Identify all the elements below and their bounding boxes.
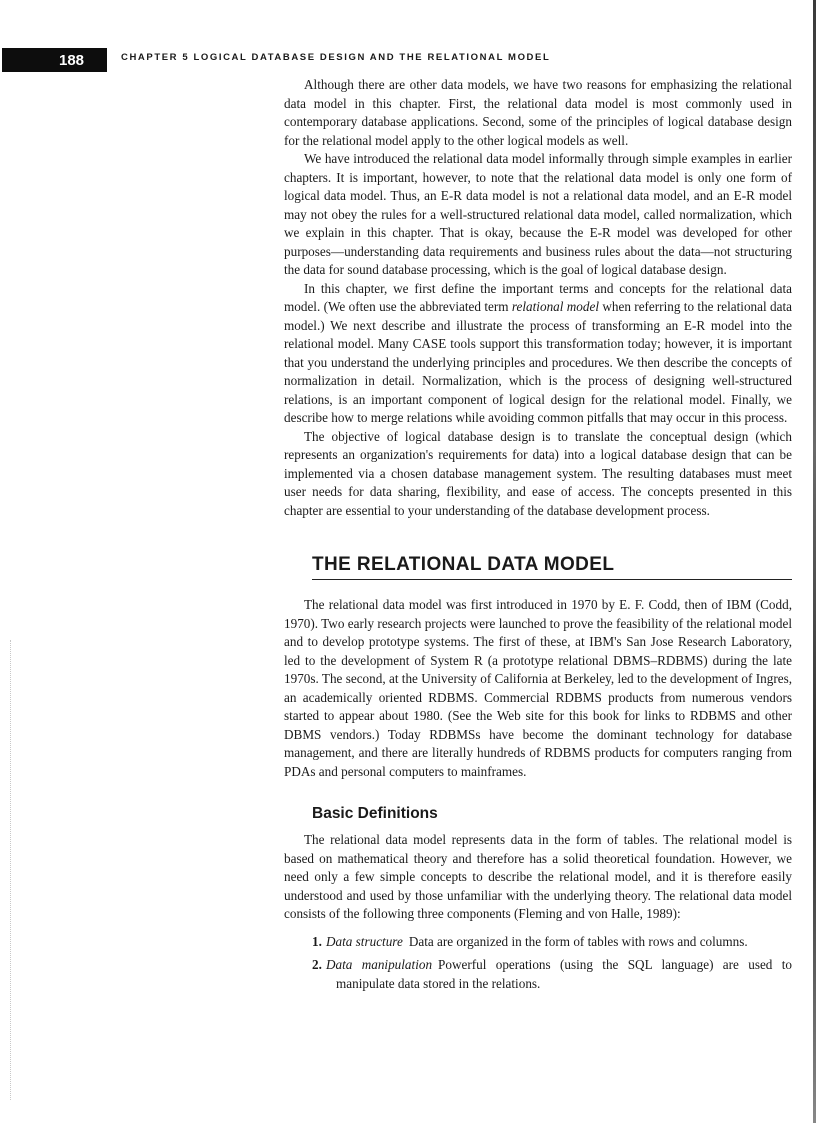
list-item-term: Data structure [326,933,403,949]
list-item-number: 2. [312,957,322,972]
relational-model-term: relational model [511,299,600,314]
list-item-text: Powerful operations (using the SQL language) are used to manipulate data stored in the relations. [336,957,792,991]
intro-paragraph-1: Although there are other data models, we have two reasons for emphasizing the relational data model in this chapter. First, the relational data model is most commonly used in contemporary database applications. Second, some of the principles of logical database design for the relational model apply to the other logical models as well. [284,77,792,148]
intro-paragraph-4: The objective of logical database design is to translate the conceptual design (which represents an organization's requirements for data) into a logical database design that can be implemented via a chosen database management system. The resulting databases must meet user needs for data sharing, flexibility, and ease of access. The concepts presented in this chapter are essential to your understanding of the database development process. [284,428,792,518]
intro-paragraph-3-start: In this chapter, we first define the important terms and concepts for the relational data model. (We often use the abbreviated term [284,280,792,314]
basic-definitions-paragraph-1: The relational data model represents data in the form of tables. The relational model is based on mathematical theory and therefore has a solid theoretical foundation. However, we need only a few simple concepts to describe the relational model, and it is therefore easily understood and used by those unfamiliar with the underlying theory. The relational data model consists of the following three components (Fleming and von Halle, 1989): [284,832,792,921]
intro-paragraph-2: We have introduced the relational data model informally through simple examples in earlier chapters. It is important, however, to note that the relational data model is only one form of logical data model. Thus, an E-R data model is not a relational data model, and an E-R model may not obey the rules for a well-structured relational data model, called normalization, which we explain in this chapter. That is okay, because the E-R model was developed for other purposes—understanding data requirements and business rules about the data—not structuring the data for sound database processing, which is the goal of logical database design. [284,151,792,277]
subsection-heading-basic-definitions: Basic Definitions [312,805,438,822]
running-head [0,38,816,72]
page-content [284,76,792,998]
list-item-number: 1. [312,933,322,949]
list-item [312,956,792,993]
page-number: 188 [2,48,107,72]
chapter-title: CHAPTER 5 LOGICAL DATABASE DESIGN AND THE RELATIONAL MODEL [121,52,551,63]
list-item-text: Data are organized in the form of tables with rows and columns. [408,933,748,949]
list-item-term: Data manipulation [326,957,433,972]
relational-section [284,596,792,781]
intro-paragraph-3-end: when referring to the relational data model.) We next describe and illustrate the process of transforming an E-R model into the relational model. Many CASE tools support this transformation today; however, it is important that you understand the underlying principles and procedures. We then describe the concepts of normalization in detail. Normalization, which is the process of designing well-structured relations, is an important component of logical design for the relational model. Finally, we describe how to merge relations while avoiding common pitfalls that may occur in this process. [284,299,792,425]
relational-paragraph-1: The relational data model was first introduced in 1970 by E. F. Codd, then of IBM (Codd, 1970). Two early research projects were launched to prove the feasibility of the relational model and to develop prototype systems. The first of these, at IBM's San Jose Research Laboratory, led to the development of System R (a prototype relational DBMS–RDBMS) during the late 1970s. The second, at the University of California at Berkeley, led to the development of Ingres, an academically oriented RDBMS. Commercial RDBMS products from numerous vendors started to appear about 1980. (See the Web site for this book for links to RDBMS and other DBMS vendors.) Today RDBMSs have become the dominant technology for database management, and there are literally hundreds of RDBMS products for computers ranging from PDAs and personal computers to mainframes. [284,597,792,779]
basic-definitions-section [284,831,792,993]
list-item [312,933,792,952]
section-heading-relational-data-model: THE RELATIONAL DATA MODEL [312,554,792,580]
intro-section [284,76,792,520]
components-list [284,933,792,994]
page-left-edge [10,640,12,1100]
intro-paragraph-3 [284,280,792,428]
